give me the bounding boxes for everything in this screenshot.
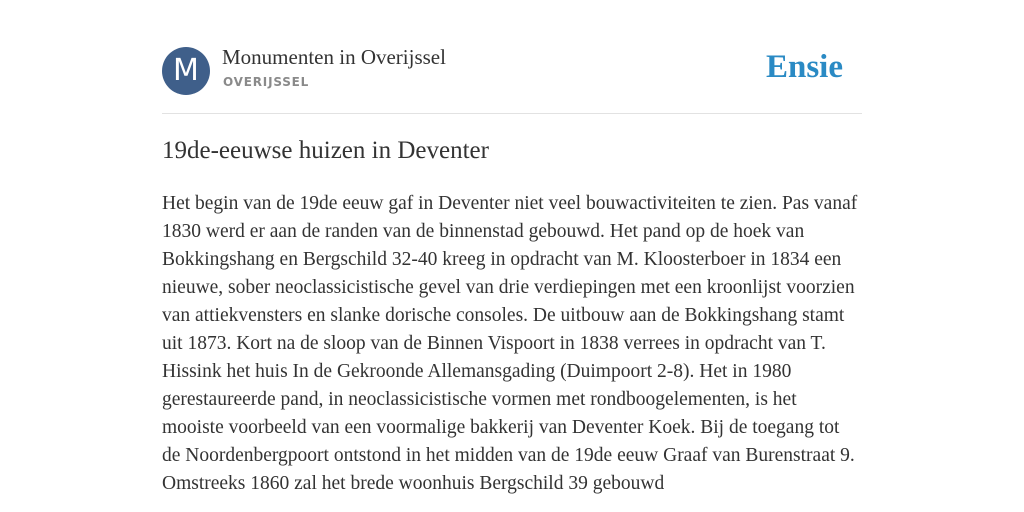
site-subtitle[interactable]: OVERIJSSEL xyxy=(223,75,310,89)
article-body: Het begin van de 19de eeuw gaf in Deventer niet veel bouwactiviteiten te zien. Pas vanaf 1830 werd er aan de randen van de binnenstad gebouwd. Het pand op de hoek van Bokkingshang en Bergschild 32-40 kreeg in opdracht van M. Kloosterboer in 1834 een nieuwe, sober neoclassicistische gevel van drie verdiepingen met een kroonlijst voorzien van attiekvensters en slanke dorische consoles. De uitbouw aan de Bokkingshang stamt uit 1873. Kort na de sloop van de Binnen Vispoort in 1838 verrees in opdracht van T. Hissink het huis In de Gekroonde Allemansgading (Duimpoort 2-8). Het in 1980 gerestaureerde pand, in neoclassicistische vormen met rondboogelementen, is het mooiste voorbeeld van een voormalige bakkerij van Deventer Koek. Bij de toegang tot de Noordenbergpoort ontstond in het midden van de 19de eeuw Graaf van Burenstraat 9. Omstreeks 1860 zal het brede woonhuis Bergschild 39 gebouwd xyxy=(162,193,858,494)
article-card xyxy=(162,0,862,512)
brand-logo[interactable]: Ensie xyxy=(765,49,843,85)
avatar[interactable]: M xyxy=(162,47,210,95)
site-header xyxy=(162,0,862,114)
site-title[interactable]: Monumenten in Overijssel xyxy=(222,45,446,69)
article-title: 19de-eeuwse huizen in Deventer xyxy=(162,137,489,164)
